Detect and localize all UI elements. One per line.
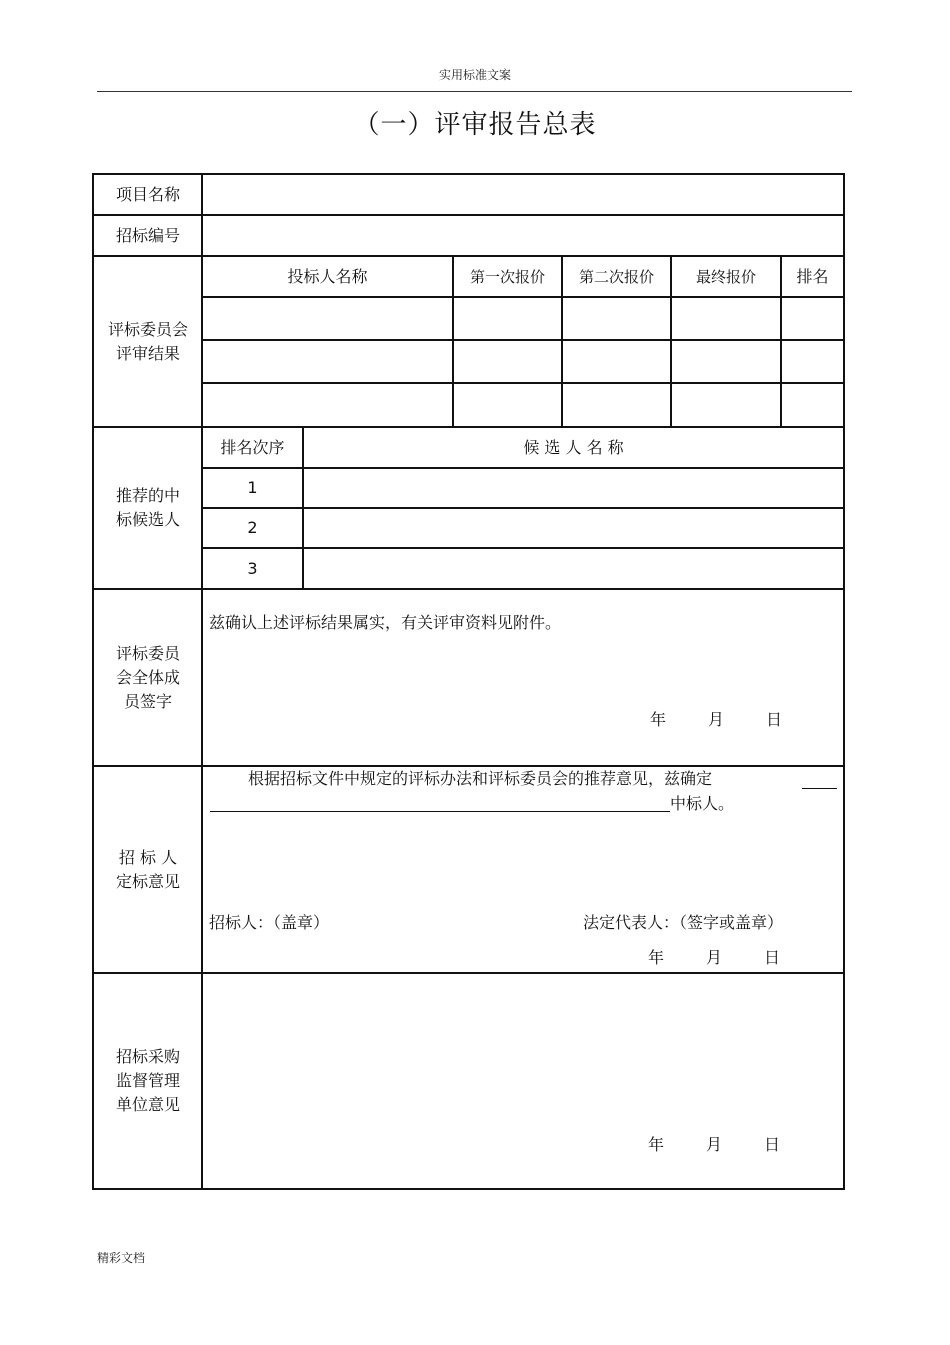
column-header-candidate-name: 候 选 人 名 称 xyxy=(523,437,624,457)
committee-label-line: 会全体成 xyxy=(115,667,180,687)
row-divider xyxy=(94,588,843,590)
winner-blank-line[interactable] xyxy=(210,811,670,812)
eval-cell-bidder-name[interactable] xyxy=(203,384,452,426)
eval-cell-final-quote[interactable] xyxy=(672,341,780,382)
committee-label-line: 评标委员 xyxy=(115,643,180,663)
date-year-label: 年 xyxy=(650,710,667,729)
decision-text-line1: 根据招标文件中规定的评标办法和评标委员会的推荐意见，兹确定 xyxy=(248,769,713,788)
eval-cell-bidder-name[interactable] xyxy=(203,298,452,339)
eval-cell-ranking[interactable] xyxy=(782,298,843,339)
eval-cell-first-quote[interactable] xyxy=(454,384,561,426)
eval-cell-second-quote[interactable] xyxy=(563,384,670,426)
date-year-label: 年 xyxy=(648,1135,665,1154)
tenderer-decision-label xyxy=(94,767,202,972)
tenderer-seal-label: 招标人：（盖章） xyxy=(209,913,330,932)
supervision-label-line: 单位意见 xyxy=(115,1095,180,1114)
report-form-table xyxy=(92,173,845,1190)
project-name-label: 项目名称 xyxy=(115,184,180,204)
date-day-label: 日 xyxy=(764,1135,781,1154)
project-name-field[interactable] xyxy=(204,177,841,213)
tenderer-label-line: 招 标 人 xyxy=(118,847,178,867)
column-header-bidder-name: 投标人名称 xyxy=(287,266,368,286)
header-divider xyxy=(97,91,852,92)
date-month-label: 月 xyxy=(708,710,725,729)
date-year-label: 年 xyxy=(648,948,665,967)
eval-cell-bidder-name[interactable] xyxy=(203,341,452,382)
evaluation-section-label xyxy=(94,257,202,426)
column-header-ranking: 排名 xyxy=(796,266,829,286)
column-header-final-quote: 最终报价 xyxy=(695,267,756,286)
candidate-rank: 3 xyxy=(247,558,258,578)
supervision-label-line: 招标采购 xyxy=(115,1047,180,1066)
row-divider xyxy=(94,214,843,216)
bid-number-label: 招标编号 xyxy=(115,225,180,245)
column-header-rank-order: 排名次序 xyxy=(220,437,285,457)
candidate-name-field[interactable] xyxy=(304,469,843,507)
committee-statement: 兹确认上述评标结果属实，有关评审资料见附件。 xyxy=(209,613,562,632)
eval-cell-second-quote[interactable] xyxy=(563,298,670,339)
candidates-label-line: 推荐的中 xyxy=(115,486,180,505)
candidate-rank: 2 xyxy=(247,518,258,537)
eval-cell-final-quote[interactable] xyxy=(672,384,780,426)
eval-cell-first-quote[interactable] xyxy=(454,341,561,382)
eval-cell-final-quote[interactable] xyxy=(672,298,780,339)
candidates-label-line: 标候选人 xyxy=(115,510,180,529)
winner-blank-line-start[interactable] xyxy=(802,788,837,789)
row-divider xyxy=(94,972,843,974)
page-footer-text: 精彩文档 xyxy=(97,1251,146,1265)
eval-cell-ranking[interactable] xyxy=(782,384,843,426)
date-month-label: 月 xyxy=(706,1135,723,1154)
eval-cell-first-quote[interactable] xyxy=(454,298,561,339)
column-header-first-quote: 第一次报价 xyxy=(469,267,545,286)
candidate-name-field[interactable] xyxy=(304,549,843,588)
column-header-second-quote: 第二次报价 xyxy=(578,267,654,286)
committee-label-line: 员签字 xyxy=(123,691,172,711)
supervision-label xyxy=(94,974,202,1188)
legal-rep-sign-label: 法定代表人：（签字或盖章） xyxy=(583,913,784,932)
candidate-rank: 1 xyxy=(247,478,258,497)
date-day-label: 日 xyxy=(766,710,783,729)
committee-sign-label xyxy=(94,590,202,765)
date-month-label: 月 xyxy=(706,948,723,967)
evaluation-label-line: 评审结果 xyxy=(115,343,180,363)
bid-number-field[interactable] xyxy=(204,218,841,254)
supervision-label-line: 监督管理 xyxy=(115,1071,180,1090)
candidate-name-field[interactable] xyxy=(304,509,843,547)
page-title: （一）评审报告总表 xyxy=(353,110,597,140)
evaluation-label-line: 评标委员会 xyxy=(107,319,188,339)
page-header-text: 实用标准文案 xyxy=(438,68,511,82)
tenderer-label-line: 定标意见 xyxy=(115,871,180,891)
candidates-section-label xyxy=(94,428,202,588)
decision-text-suffix: 中标人。 xyxy=(670,794,735,813)
date-day-label: 日 xyxy=(764,948,781,967)
eval-cell-ranking[interactable] xyxy=(782,341,843,382)
eval-cell-second-quote[interactable] xyxy=(563,341,670,382)
